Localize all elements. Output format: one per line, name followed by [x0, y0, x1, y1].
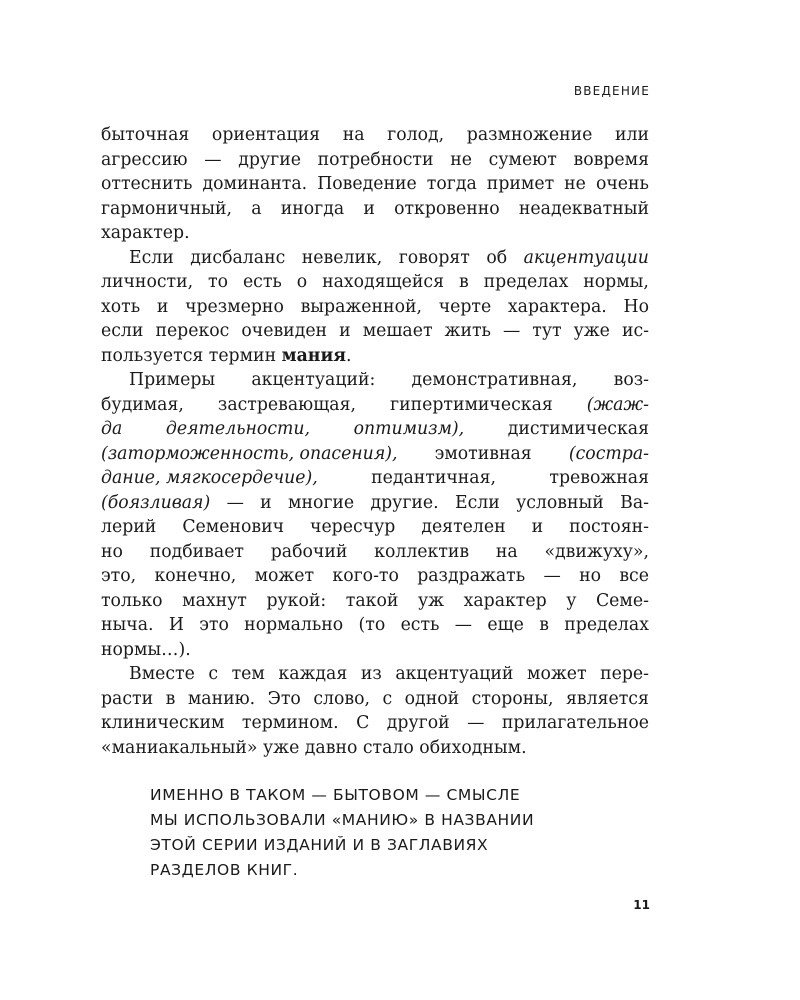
text-segment: с: [208, 664, 219, 684]
text-segment: но: [101, 541, 123, 562]
text-segment: хоть: [101, 296, 141, 317]
text-segment: если: [101, 321, 144, 341]
text-segment: жить: [444, 321, 491, 341]
text-segment: дание, мягкосердечие),: [101, 468, 318, 488]
text-segment: Поведение: [317, 174, 417, 194]
text-segment: —: [467, 713, 485, 733]
text-line: [101, 613, 649, 638]
text-segment: Ва-: [620, 492, 649, 513]
pull-quote-line: ИМЕННО В ТАКОМ — БЫТОВОМ — СМЫСЛЕ: [150, 786, 521, 804]
text-segment: а: [251, 198, 262, 219]
text-segment: невелик,: [301, 247, 383, 268]
text-segment: мешает: [362, 321, 433, 341]
text-segment: Но: [623, 296, 649, 317]
text-segment: только: [101, 590, 163, 611]
text-line: [101, 319, 649, 344]
text-segment: каждая: [278, 664, 348, 684]
text-segment: является: [566, 688, 649, 709]
text-segment: нормально: [244, 615, 344, 635]
text-line: [101, 148, 649, 173]
text-segment: в: [458, 272, 469, 292]
text-segment: и: [156, 296, 169, 317]
text-segment: у: [566, 590, 577, 611]
text-segment: прилагательное: [501, 713, 649, 733]
text-line: [101, 295, 649, 320]
text-segment: постоян-: [569, 517, 649, 537]
text-segment: (состра-: [568, 443, 649, 464]
text-segment: Семе-: [595, 590, 649, 611]
text-segment: (заторможенность, опасения),: [101, 443, 398, 464]
text-segment: да: [101, 419, 123, 439]
text-segment: есть: [242, 272, 282, 292]
text-segment: ныча.: [101, 615, 154, 635]
text-segment: и: [260, 492, 272, 513]
text-segment: быточная: [101, 125, 190, 145]
pull-quote: [150, 783, 620, 883]
text-segment: примет: [486, 174, 555, 194]
text-segment: и: [339, 321, 351, 341]
text-line: [101, 172, 649, 197]
text-segment: тревожная: [549, 468, 649, 488]
text-segment: пере-: [600, 664, 649, 684]
text-line: [101, 466, 649, 491]
text-segment: неадекватный: [518, 198, 649, 219]
text-line: [101, 270, 649, 295]
text-segment: .: [346, 345, 352, 366]
text-segment: Вместе: [129, 664, 195, 684]
text-segment: об: [486, 247, 508, 268]
text-segment: манию.: [187, 688, 256, 709]
text-segment: воз-: [613, 370, 649, 390]
text-segment: из: [360, 664, 382, 684]
text-line: [101, 344, 649, 369]
text-segment: стороны,: [471, 688, 554, 709]
text-segment: не: [450, 149, 472, 170]
text-segment: другие: [238, 149, 301, 170]
text-segment: дисбаланс: [190, 247, 286, 268]
text-segment: дистимическая: [507, 419, 649, 439]
text-segment: —: [454, 615, 473, 635]
text-segment: находящейся: [322, 272, 444, 292]
text-line: [101, 123, 649, 148]
text-segment: и: [363, 198, 375, 219]
text-segment: голод,: [387, 125, 445, 145]
text-segment: (боязливая): [101, 492, 211, 513]
text-segment: многие: [288, 492, 355, 513]
text-segment: не: [564, 174, 586, 194]
text-segment: Семенович: [182, 517, 285, 537]
text-segment: махнут: [182, 590, 247, 611]
text-segment: тут: [532, 321, 562, 341]
text-segment: другой: [386, 713, 450, 733]
text-line: [101, 393, 649, 418]
text-segment: ориентация: [211, 125, 321, 145]
text-segment: агрессию: [101, 149, 188, 170]
text-segment: деятелен: [421, 517, 506, 537]
text-segment: лерий: [101, 517, 157, 537]
text-segment: «движуху»,: [544, 541, 649, 562]
text-line: [101, 736, 649, 761]
text-segment: слово,: [313, 688, 370, 709]
page-number: 11: [633, 898, 650, 912]
running-head: ВВЕДЕНИЕ: [573, 84, 650, 98]
text-segment: черте: [438, 296, 492, 317]
text-segment: другие.: [370, 492, 439, 513]
text-segment: размножение: [466, 125, 593, 145]
text-segment: раздражать: [417, 566, 526, 586]
text-segment: застревающая,: [217, 394, 356, 415]
text-segment: эмотивная: [434, 443, 532, 464]
text-segment: это,: [101, 566, 137, 586]
text-segment: гипертимическая: [390, 394, 553, 415]
text-line: [101, 638, 649, 663]
text-segment: рабочий: [270, 541, 348, 562]
text-segment: гармоничный,: [101, 198, 233, 219]
text-segment: оптимизм),: [353, 419, 465, 439]
text-segment: пользуется термин: [101, 345, 282, 366]
text-segment: иногда: [280, 198, 345, 219]
text-segment: уж: [417, 590, 445, 611]
text-segment: чрезмерно: [185, 296, 284, 317]
text-segment: —: [204, 149, 222, 170]
text-segment: и: [531, 517, 544, 537]
text-segment: (то: [358, 615, 386, 635]
text-line: [101, 491, 649, 516]
text-segment: «маниакальный» уже давно стало обиходным.: [101, 737, 527, 758]
text-line: [101, 246, 649, 271]
text-segment: конечно,: [154, 566, 237, 586]
text-segment: все: [619, 566, 649, 586]
text-segment: это: [199, 615, 229, 635]
text-segment: чересчур: [310, 517, 396, 537]
text-segment: оттеснить: [101, 174, 193, 194]
text-line: [101, 442, 649, 467]
text-segment: коллектив: [374, 541, 470, 562]
text-segment: демонстративная,: [411, 370, 578, 390]
text-segment: Если: [129, 247, 174, 268]
text-segment: С: [356, 713, 370, 733]
text-line: [101, 221, 649, 246]
text-segment: на: [495, 541, 518, 562]
text-segment: в: [165, 688, 176, 709]
text-line: [101, 368, 649, 393]
text-segment: на: [342, 125, 365, 145]
text-segment: говорят: [398, 247, 470, 268]
text-segment: будимая,: [101, 394, 184, 415]
text-segment: характер: [463, 590, 547, 611]
text-segment: кого-то: [332, 566, 399, 586]
text-segment: подбивает: [149, 541, 244, 562]
text-segment: личности,: [101, 272, 194, 292]
text-segment: очевиден: [241, 321, 328, 341]
text-segment: есть: [400, 615, 440, 635]
text-line: [101, 417, 649, 442]
text-segment: одной: [404, 688, 460, 709]
text-segment: сумеют: [488, 149, 557, 170]
text-segment: в: [539, 615, 549, 635]
text-segment: пределах: [564, 615, 649, 635]
text-line: [101, 540, 649, 565]
text-segment: потребности: [317, 149, 434, 170]
pull-quote-line: РАЗДЕЛОВ КНИГ.: [150, 861, 299, 879]
text-line: [101, 662, 649, 687]
text-segment: но: [579, 566, 601, 586]
text-segment: Если: [454, 492, 500, 513]
text-segment: перекос: [155, 321, 230, 341]
text-segment: рукой:: [266, 590, 327, 611]
text-segment: расти: [101, 688, 154, 709]
text-segment: может: [254, 566, 315, 586]
text-segment: ис-: [621, 321, 649, 341]
text-segment: —: [502, 321, 521, 341]
text-line: [101, 197, 649, 222]
text-segment: характера.: [507, 296, 607, 317]
text-segment: выраженной,: [300, 296, 422, 317]
text-segment: или: [614, 125, 649, 145]
text-segment: характер.: [101, 223, 190, 243]
text-segment: нормы…).: [101, 639, 191, 660]
text-segment: о: [296, 272, 308, 292]
text-segment: уже: [573, 321, 610, 341]
text-segment: такой: [345, 590, 399, 611]
text-line: [101, 589, 649, 614]
body-text: [101, 123, 649, 760]
text-segment: —: [543, 566, 561, 586]
text-segment: тем: [231, 664, 265, 684]
text-segment: еще: [487, 615, 524, 635]
text-segment: доминанта.: [202, 174, 308, 194]
text-segment: тогда: [426, 174, 477, 194]
text-segment: может: [527, 664, 587, 684]
text-segment: нормы,: [583, 272, 649, 292]
text-segment: то: [208, 272, 228, 292]
text-segment: с: [382, 688, 393, 709]
text-segment: условный: [516, 492, 604, 513]
text-segment: Примеры: [129, 370, 216, 390]
text-segment: И: [168, 615, 184, 635]
text-segment: очень: [595, 174, 649, 194]
text-line: [101, 515, 649, 540]
text-segment: акцентуаций: [395, 664, 514, 684]
text-segment: акцентуации: [523, 247, 649, 268]
text-segment: откровенно: [394, 198, 500, 219]
text-segment: термином.: [241, 713, 339, 733]
text-segment: клиническим: [101, 713, 225, 733]
text-segment: Это: [267, 688, 301, 709]
text-segment: вовремя: [573, 149, 649, 170]
text-line: [101, 687, 649, 712]
text-segment: пределах: [483, 272, 569, 292]
text-line: [101, 564, 649, 589]
text-segment: (жаж-: [586, 394, 649, 415]
pull-quote-line: МЫ ИСПОЛЬЗОВАЛИ «МАНИЮ» В НАЗВАНИИ: [150, 811, 535, 829]
text-segment: деятельности,: [165, 419, 311, 439]
text-segment: педантичная,: [371, 468, 497, 488]
text-line: [101, 711, 649, 736]
text-segment: —: [226, 492, 244, 513]
text-segment: мания: [281, 345, 347, 366]
pull-quote-line: ЭТОЙ СЕРИИ ИЗДАНИЙ И В ЗАГЛАВИЯХ: [150, 836, 489, 854]
text-segment: акцентуаций:: [251, 370, 376, 390]
